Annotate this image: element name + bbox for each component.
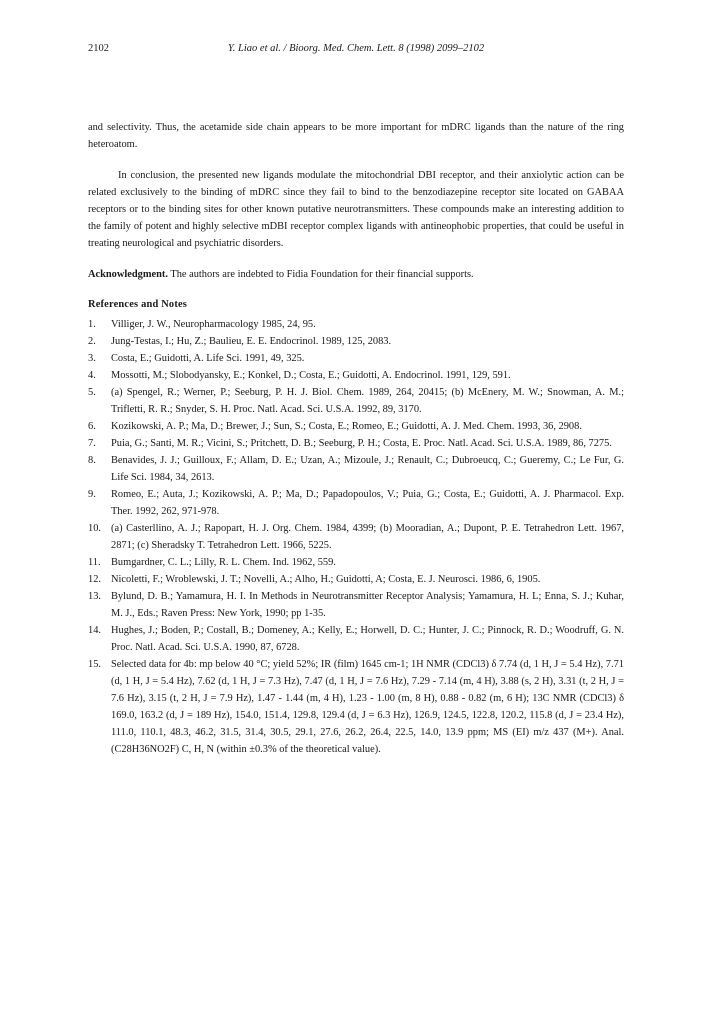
reference-text: Bylund, D. B.; Yamamura, H. I. In Methods in Neurotransmitter Receptor Analysis; Yamamura, H. L; Enna, S. J.; Kuhar, M. J., Eds.; Raven Press: New York, 1990; pp 1-35.	[111, 591, 624, 619]
reference-text: Bumgardner, C. L.; Lilly, R. L. Chem. Ind. 1962, 559.	[111, 557, 336, 568]
reference-number: 5.	[88, 387, 96, 398]
reference-text: Hughes, J.; Boden, P.; Costall, B.; Domeney, A.; Kelly, E.; Horwell, D. C.; Hunter, J. C.; Pinnock, R. D.; Woodruff, G. N. Proc. Natl. Acad. Sci. U.S.A. 1990, 87, 6728.	[111, 625, 624, 653]
reference-text: Puia, G.; Santi, M. R.; Vicini, S.; Pritchett, D. B.; Seeburg, P. H.; Costa, E. Proc. Natl. Acad. Sci. U.S.A. 1989, 86, 7275.	[111, 438, 612, 449]
reference-item	[88, 554, 624, 571]
reference-number: 1.	[88, 319, 96, 330]
reference-number: 11.	[88, 557, 101, 568]
reference-text: Benavides, J. J.; Guilloux, F.; Allam, D. E.; Uzan, A.; Mizoule, J.; Renault, C.; Dubroeucq, C.; Gueremy, C.; Le Fur, G. Life Sci. 1984, 34, 2613.	[111, 455, 624, 483]
page-number: 2102	[88, 43, 109, 54]
reference-number: 10.	[88, 523, 101, 534]
reference-item	[88, 588, 624, 622]
reference-number: 7.	[88, 438, 96, 449]
reference-number: 6.	[88, 421, 96, 432]
running-title: Y. Liao et al. / Bioorg. Med. Chem. Lett. 8 (1998) 2099–2102	[227, 43, 485, 54]
reference-text: (a) Spengel, R.; Werner, P.; Seeburg, P. H. J. Biol. Chem. 1989, 264, 20415; (b) McEnery, M. W.; Snowman, A. M.; Trifletti, R. R.; Snyder, S. H. Proc. Natl. Acad. Sci. U.S.A. 1992, 89, 3170.	[111, 387, 624, 415]
article-body	[88, 119, 624, 758]
reference-number: 8.	[88, 455, 96, 466]
reference-text: Jung-Testas, I.; Hu, Z.; Baulieu, E. E. Endocrinol. 1989, 125, 2083.	[111, 336, 392, 347]
reference-text: Nicoletti, F.; Wroblewski, J. T.; Novelli, A.; Alho, H.; Guidotti, A; Costa, E. J. Neurosci. 1986, 6, 1905.	[111, 574, 541, 585]
reference-item	[88, 384, 624, 418]
reference-text: (a) Casterllino, A. J.; Rapopart, H. J. Org. Chem. 1984, 4399; (b) Mooradian, A.; Dupont, P. E. Tetrahedron Lett. 1967, 2871; (c) Sheradsky T. Tetrahedron Lett. 1966, 5225.	[111, 523, 624, 551]
body-paragraph-1: and selectivity. Thus, the acetamide side chain appears to be more important for mDRC ligands than the nature of the ring heteroatom.	[88, 122, 624, 150]
acknowledgment-text: The authors are indebted to Fidia Foundation for their financial supports.	[167, 269, 474, 280]
reference-number: 4.	[88, 370, 96, 381]
reference-item	[88, 571, 624, 588]
reference-text: Costa, E.; Guidotti, A. Life Sci. 1991, 49, 325.	[111, 353, 305, 364]
acknowledgment	[88, 266, 624, 283]
reference-number: 12.	[88, 574, 101, 585]
reference-text: Mossotti, M.; Slobodyansky, E.; Konkel, D.; Costa, E.; Guidotti, A. Endocrinol. 1991, 129, 591.	[111, 370, 511, 381]
reference-item	[88, 452, 624, 486]
reference-item	[88, 350, 624, 367]
reference-text: Romeo, E.; Auta, J.; Kozikowski, A. P.; Ma, D.; Papadopoulos, V.; Puia, G.; Costa, E.; Guidotti, A. J. Pharmacol. Exp. Ther. 1992, 262, 971-978.	[111, 489, 624, 517]
reference-item	[88, 622, 624, 656]
reference-number: 15.	[88, 659, 101, 670]
reference-number: 13.	[88, 591, 101, 602]
reference-number: 9.	[88, 489, 96, 500]
reference-item	[88, 367, 624, 384]
acknowledgment-label: Acknowledgment.	[88, 269, 168, 280]
references-list	[88, 316, 624, 758]
reference-text: Villiger, J. W., Neuropharmacology 1985, 24, 95.	[111, 319, 316, 330]
reference-item	[88, 316, 624, 333]
reference-text: Selected data for 4b: mp below 40 °C; yield 52%; IR (film) 1645 cm-1; 1H NMR (CDCl3) δ 7.74 (d, 1 H, J = 5.4 Hz), 7.71 (d, 1 H, J = 5.4 Hz), 7.62 (d, 1 H, J = 7.3 Hz), 7.47 (d, 1 H, J = 7.6 Hz), 7.29 - 7.14 (m, 4 H), 3.88 (s, 2 H), 3.31 (t, 2 H, J = 7.6 Hz), 3.15 (t, 2 H, J = 7.9 Hz), 1.47 - 1.44 (m, 4 H), 1.23 - 1.00 (m, 8 H), 0.88 - 0.82 (m, 6 H); 13C NMR (CDCl3) δ 169.0, 163.2 (d, J = 189 Hz), 154.0, 151.4, 129.8, 129.4 (d, J = 6.3 Hz), 126.9, 124.5, 122.8, 120.2, 115.8 (d, J = 23.4 Hz), 111.0, 110.1, 48.3, 46.2, 31.5, 31.4, 30.5, 29.1, 27.6, 26.2, 26.4, 22.5, 14.0, 13.9 ppm; MS (EI) m/z 437 (M+). Anal. (C28H36NO2F) C, H, N (within ±0.3% of the theoretical value).	[111, 659, 624, 755]
reference-number: 3.	[88, 353, 96, 364]
reference-text: Kozikowski, A. P.; Ma, D.; Brewer, J.; Sun, S.; Costa, E.; Romeo, E.; Guidotti, A. J. Med. Chem. 1993, 36, 2908.	[111, 421, 582, 432]
reference-item	[88, 418, 624, 435]
reference-number: 2.	[88, 336, 96, 347]
references-heading: References and Notes	[88, 299, 188, 310]
reference-item	[88, 520, 624, 554]
reference-item	[88, 656, 624, 758]
reference-item	[88, 333, 624, 350]
conclusion-paragraph: In conclusion, the presented new ligands modulate the mitochondrial DBI receptor, and their anxiolytic action can be related exclusively to the binding of mDRC since they fail to bind to the benzodiazepine receptor site located on GABAA receptors or to the binding sites for other known putative neurotransmitters. These compounds make an interesting addition to the family of potent and highly selective mDBI receptor complex ligands with antineophobic properties, that could be useful in treating neurological and psychiatric disorders.	[88, 170, 624, 249]
reference-item	[88, 486, 624, 520]
reference-number: 14.	[88, 625, 101, 636]
reference-item	[88, 435, 624, 452]
page-header	[88, 43, 624, 59]
